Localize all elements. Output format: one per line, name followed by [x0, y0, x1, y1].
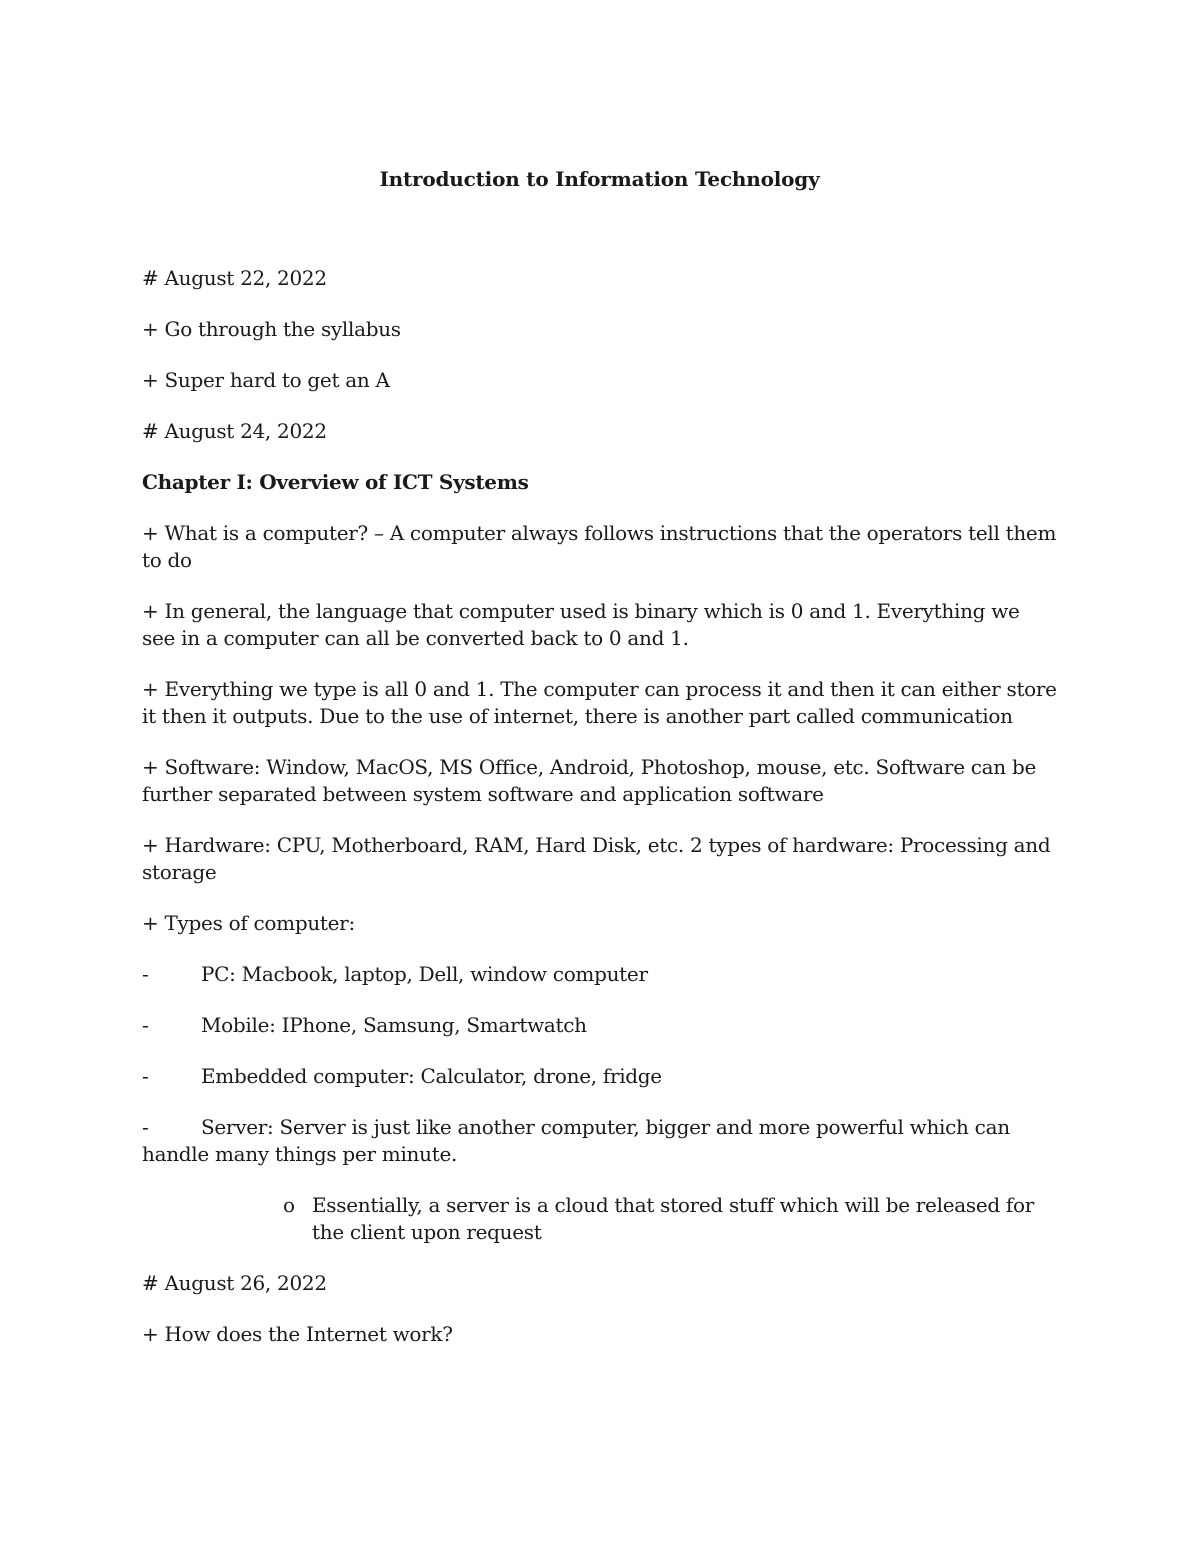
date-heading: # August 24, 2022	[142, 419, 327, 443]
note-item: + Go through the syllabus	[142, 317, 401, 341]
list-item-text: Embedded computer: Calculator, drone, fridge	[201, 1064, 662, 1088]
list-item	[142, 1114, 1057, 1168]
note-item: + How does the Internet work?	[142, 1322, 453, 1346]
list-item-text: Mobile: IPhone, Samsung, Smartwatch	[201, 1013, 587, 1037]
chapter-heading: Chapter I: Overview of ICT Systems	[142, 470, 529, 494]
dash-marker: -	[142, 1115, 149, 1139]
note-item: + Software: Window, MacOS, MS Office, Android, Photoshop, mouse, etc. Software can be further separated between system software and application software	[142, 755, 1036, 806]
dash-marker: -	[142, 1064, 149, 1088]
document-body	[142, 166, 1057, 1372]
list-item-text: Server: Server is just like another computer, bigger and more powerful which can handle many things per minute.	[142, 1115, 1010, 1166]
dash-marker: -	[142, 962, 149, 986]
circle-marker: o	[283, 1193, 295, 1217]
list-item	[142, 1063, 1057, 1090]
note-item: + Hardware: CPU, Motherboard, RAM, Hard Disk, etc. 2 types of hardware: Processing and storage	[142, 833, 1051, 884]
dash-marker: -	[142, 1013, 149, 1037]
note-item: + Types of computer:	[142, 911, 355, 935]
list-item	[142, 961, 1057, 988]
sub-list-item-text: Essentially, a server is a cloud that stored stuff which will be released for the client upon request	[312, 1193, 1035, 1244]
list-item-text: PC: Macbook, laptop, Dell, window computer	[201, 962, 648, 986]
list-item	[142, 1012, 1057, 1039]
date-heading: # August 22, 2022	[142, 266, 327, 290]
note-item: + Everything we type is all 0 and 1. The computer can process it and then it can either store it then it outputs. Due to the use of internet, there is another part called communication	[142, 677, 1057, 728]
sub-list-item	[283, 1192, 1057, 1246]
note-item: + What is a computer? – A computer always follows instructions that the operators tell them to do	[142, 521, 1057, 572]
note-item: + In general, the language that computer used is binary which is 0 and 1. Everything we see in a computer can all be converted back to 0 and 1.	[142, 599, 1020, 650]
date-heading: # August 26, 2022	[142, 1271, 327, 1295]
note-item: + Super hard to get an A	[142, 368, 390, 392]
document-title: Introduction to Information Technology	[379, 167, 820, 191]
